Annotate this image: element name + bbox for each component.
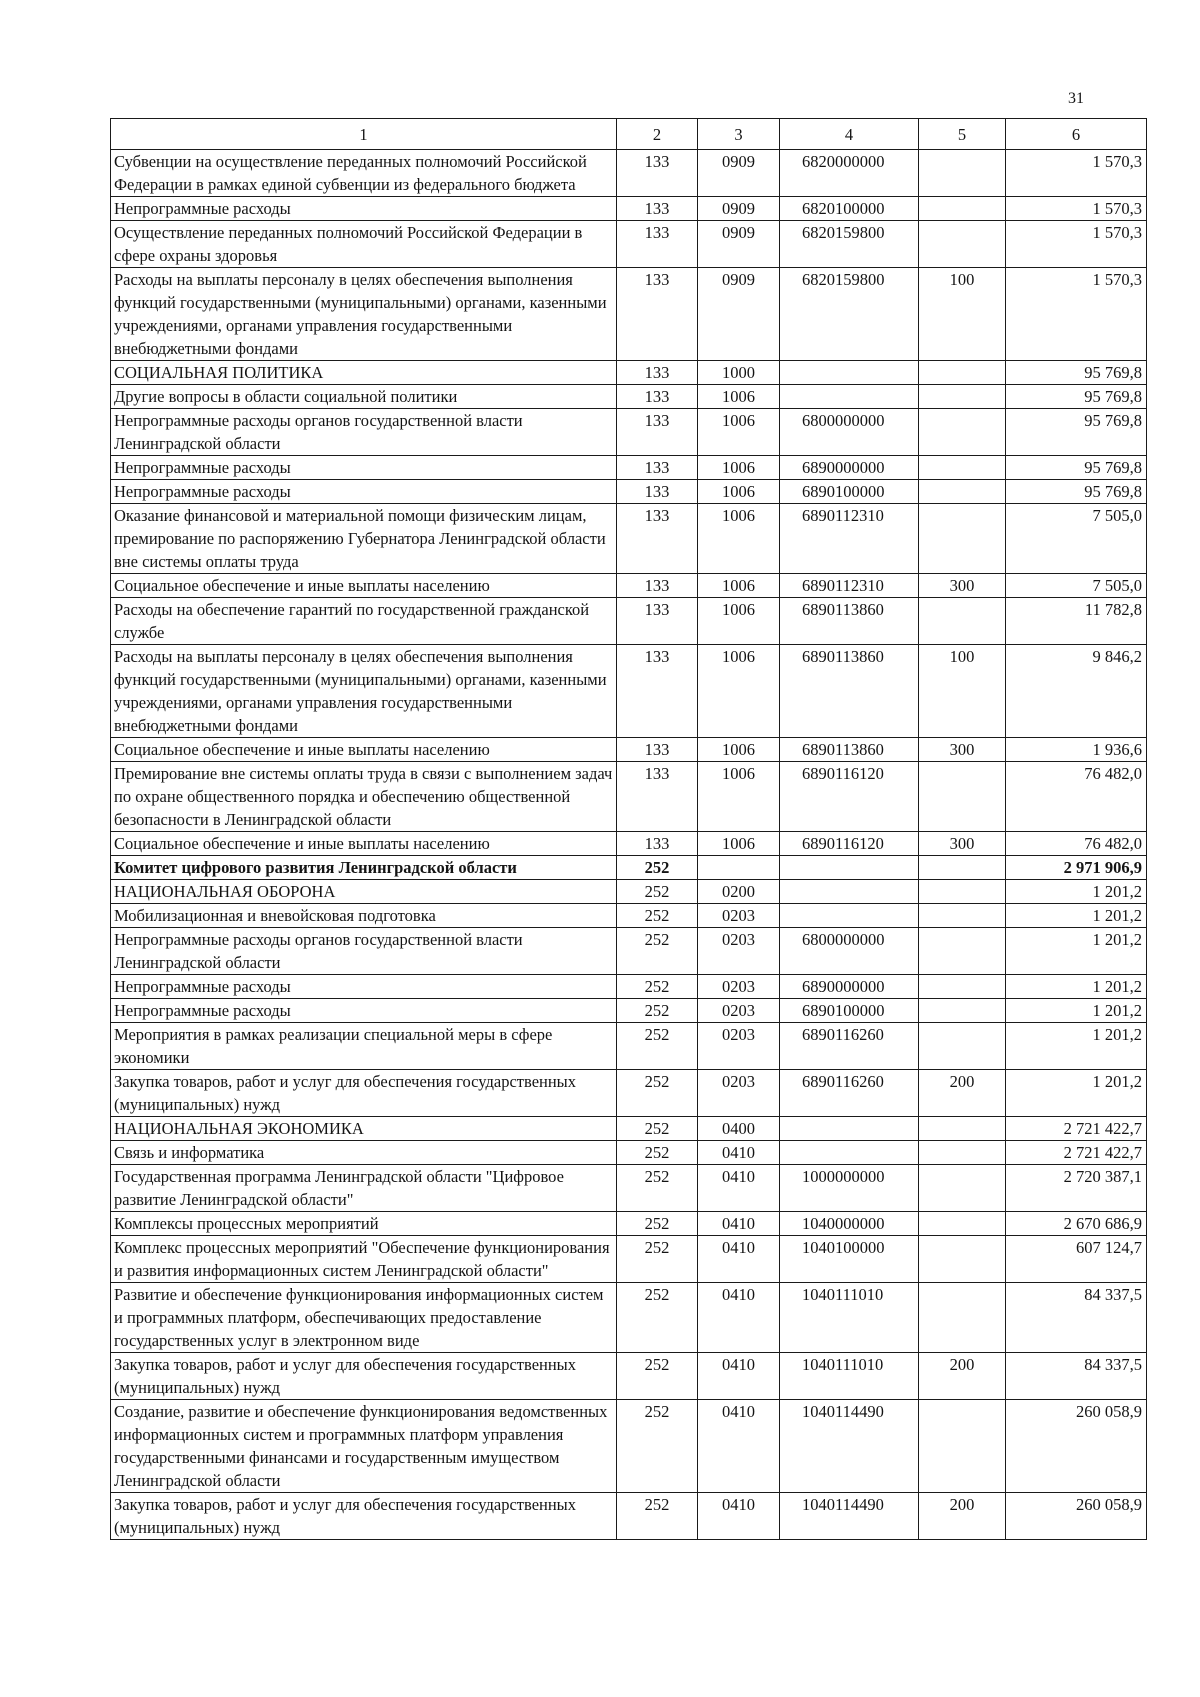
table-row [111, 1117, 1147, 1141]
article-cell: 6800000000 [780, 409, 919, 456]
section-cell: 0410 [698, 1236, 780, 1283]
article-cell: 6890113860 [780, 598, 919, 645]
section-cell: 0203 [698, 975, 780, 999]
description-cell: Расходы на обеспечение гарантий по государственной гражданской службе [111, 598, 617, 645]
article-cell: 1000000000 [780, 1165, 919, 1212]
table-row [111, 385, 1147, 409]
article-cell [780, 856, 919, 880]
code-cell: 133 [617, 150, 698, 197]
section-cell: 0203 [698, 999, 780, 1023]
description-cell: НАЦИОНАЛЬНАЯ ЭКОНОМИКА [111, 1117, 617, 1141]
expense-type-cell [919, 385, 1006, 409]
table-row [111, 738, 1147, 762]
code-cell: 252 [617, 999, 698, 1023]
article-cell: 6890116260 [780, 1070, 919, 1117]
article-cell: 6890116260 [780, 1023, 919, 1070]
description-cell: Развитие и обеспечение функционирования информационных систем и программных платформ, обеспечивающих предоставление государственных услуг в электронном виде [111, 1283, 617, 1353]
description-cell: Создание, развитие и обеспечение функционирования ведомственных информационных систем и программных платформ управления государственными финансами и государственным имуществом Ленинградской области [111, 1400, 617, 1493]
description-cell: Субвенции на осуществление переданных полномочий Российской Федерации в рамках единой субвенции из федерального бюджета [111, 150, 617, 197]
code-cell: 252 [617, 1023, 698, 1070]
amount-cell: 2 720 387,1 [1006, 1165, 1147, 1212]
article-cell: 6890113860 [780, 738, 919, 762]
expense-type-cell [919, 480, 1006, 504]
section-cell: 0203 [698, 1023, 780, 1070]
section-cell: 0410 [698, 1283, 780, 1353]
article-cell [780, 904, 919, 928]
amount-cell: 2 721 422,7 [1006, 1141, 1147, 1165]
code-cell: 252 [617, 1165, 698, 1212]
amount-cell: 76 482,0 [1006, 832, 1147, 856]
table-row [111, 1353, 1147, 1400]
code-cell: 252 [617, 904, 698, 928]
table-row [111, 1141, 1147, 1165]
section-cell: 0909 [698, 221, 780, 268]
code-cell: 133 [617, 409, 698, 456]
code-cell: 133 [617, 598, 698, 645]
expense-type-cell [919, 1400, 1006, 1493]
article-cell: 6890100000 [780, 999, 919, 1023]
article-cell: 6890116120 [780, 762, 919, 832]
article-cell: 1040100000 [780, 1236, 919, 1283]
article-cell [780, 361, 919, 385]
table-row [111, 1493, 1147, 1540]
table-row [111, 762, 1147, 832]
article-cell: 6890112310 [780, 574, 919, 598]
expense-type-cell [919, 856, 1006, 880]
table-row [111, 904, 1147, 928]
expense-type-cell [919, 197, 1006, 221]
section-cell: 1006 [698, 738, 780, 762]
description-cell: Оказание финансовой и материальной помощи физическим лицам, премирование по распоряжению Губернатора Ленинградской области вне системы оплаты труда [111, 504, 617, 574]
section-cell: 0410 [698, 1400, 780, 1493]
expense-type-cell [919, 598, 1006, 645]
amount-cell: 95 769,8 [1006, 480, 1147, 504]
amount-cell: 84 337,5 [1006, 1353, 1147, 1400]
section-cell: 1006 [698, 409, 780, 456]
expense-type-cell: 200 [919, 1493, 1006, 1540]
section-cell: 1006 [698, 832, 780, 856]
table-row [111, 480, 1147, 504]
article-cell: 6890100000 [780, 480, 919, 504]
amount-cell: 2 971 906,9 [1006, 856, 1147, 880]
amount-cell: 95 769,8 [1006, 385, 1147, 409]
amount-cell: 1 201,2 [1006, 1070, 1147, 1117]
expense-type-cell [919, 904, 1006, 928]
description-cell: Закупка товаров, работ и услуг для обеспечения государственных (муниципальных) нужд [111, 1493, 617, 1540]
amount-cell: 1 201,2 [1006, 880, 1147, 904]
table-row [111, 1070, 1147, 1117]
amount-cell: 1 201,2 [1006, 1023, 1147, 1070]
description-cell: Комплекс процессных мероприятий "Обеспечение функционирования и развития информационных систем Ленинградской области" [111, 1236, 617, 1283]
section-cell: 0400 [698, 1117, 780, 1141]
amount-cell: 1 570,3 [1006, 197, 1147, 221]
expense-type-cell [919, 456, 1006, 480]
amount-cell: 1 570,3 [1006, 221, 1147, 268]
amount-cell: 95 769,8 [1006, 456, 1147, 480]
description-cell: Социальное обеспечение и иные выплаты населению [111, 738, 617, 762]
code-cell: 252 [617, 928, 698, 975]
expense-type-cell: 100 [919, 645, 1006, 738]
description-cell: Премирование вне системы оплаты труда в связи с выполнением задач по охране общественного порядка и обеспечению общественной безопасности в Ленинградской области [111, 762, 617, 832]
expense-type-cell [919, 1117, 1006, 1141]
description-cell: Мероприятия в рамках реализации специальной меры в сфере экономики [111, 1023, 617, 1070]
table-row [111, 150, 1147, 197]
column-header-3: 3 [698, 119, 780, 150]
code-cell: 133 [617, 762, 698, 832]
section-cell [698, 856, 780, 880]
description-cell: Социальное обеспечение и иные выплаты населению [111, 574, 617, 598]
section-cell: 1006 [698, 574, 780, 598]
expense-type-cell [919, 1023, 1006, 1070]
section-cell: 0410 [698, 1493, 780, 1540]
amount-cell: 11 782,8 [1006, 598, 1147, 645]
description-cell: Непрограммные расходы [111, 480, 617, 504]
description-cell: Расходы на выплаты персоналу в целях обеспечения выполнения функций государственными (муниципальными) органами, казенными учреждениями, органами управления государственными внебюджетными фондами [111, 268, 617, 361]
amount-cell: 95 769,8 [1006, 409, 1147, 456]
amount-cell: 1 936,6 [1006, 738, 1147, 762]
description-cell: НАЦИОНАЛЬНАЯ ОБОРОНА [111, 880, 617, 904]
article-cell: 1040000000 [780, 1212, 919, 1236]
expense-type-cell [919, 1165, 1006, 1212]
description-cell: Комитет цифрового развития Ленинградской области [111, 856, 617, 880]
table-row [111, 975, 1147, 999]
amount-cell: 1 201,2 [1006, 904, 1147, 928]
table-row [111, 645, 1147, 738]
expense-type-cell: 200 [919, 1353, 1006, 1400]
article-cell: 6820100000 [780, 197, 919, 221]
description-cell: Мобилизационная и вневойсковая подготовка [111, 904, 617, 928]
section-cell: 1006 [698, 385, 780, 409]
code-cell: 252 [617, 1236, 698, 1283]
table-row [111, 574, 1147, 598]
code-cell: 252 [617, 1353, 698, 1400]
expense-type-cell [919, 361, 1006, 385]
table-row [111, 928, 1147, 975]
table-row [111, 409, 1147, 456]
section-cell: 0410 [698, 1353, 780, 1400]
article-cell: 6820159800 [780, 221, 919, 268]
section-cell: 1006 [698, 480, 780, 504]
code-cell: 133 [617, 197, 698, 221]
amount-cell: 7 505,0 [1006, 504, 1147, 574]
table-row [111, 1283, 1147, 1353]
expense-type-cell [919, 1283, 1006, 1353]
column-header-5: 5 [919, 119, 1006, 150]
expense-type-cell [919, 221, 1006, 268]
description-cell: Государственная программа Ленинградской области "Цифровое развитие Ленинградской области" [111, 1165, 617, 1212]
expense-type-cell: 300 [919, 832, 1006, 856]
description-cell: Комплексы процессных мероприятий [111, 1212, 617, 1236]
expense-type-cell [919, 1236, 1006, 1283]
expense-type-cell [919, 975, 1006, 999]
code-cell: 252 [617, 1493, 698, 1540]
section-cell: 0909 [698, 150, 780, 197]
section-cell: 1006 [698, 645, 780, 738]
article-cell: 1040114490 [780, 1493, 919, 1540]
amount-cell: 260 058,9 [1006, 1400, 1147, 1493]
amount-cell: 1 570,3 [1006, 268, 1147, 361]
section-cell: 0203 [698, 928, 780, 975]
table-row [111, 456, 1147, 480]
column-header-4: 4 [780, 119, 919, 150]
amount-cell: 95 769,8 [1006, 361, 1147, 385]
code-cell: 133 [617, 738, 698, 762]
article-cell [780, 385, 919, 409]
table-row [111, 1400, 1147, 1493]
column-header-1: 1 [111, 119, 617, 150]
table-row [111, 221, 1147, 268]
description-cell: Расходы на выплаты персоналу в целях обеспечения выполнения функций государственными (муниципальными) органами, казенными учреждениями, органами управления государственными внебюджетными фондами [111, 645, 617, 738]
section-cell: 0410 [698, 1212, 780, 1236]
table-row [111, 361, 1147, 385]
amount-cell: 7 505,0 [1006, 574, 1147, 598]
amount-cell: 1 201,2 [1006, 975, 1147, 999]
code-cell: 133 [617, 221, 698, 268]
description-cell: Непрограммные расходы [111, 456, 617, 480]
description-cell: Осуществление переданных полномочий Российской Федерации в сфере охраны здоровья [111, 221, 617, 268]
code-cell: 252 [617, 1141, 698, 1165]
code-cell: 252 [617, 1400, 698, 1493]
article-cell [780, 880, 919, 904]
article-cell: 1040111010 [780, 1353, 919, 1400]
amount-cell: 1 201,2 [1006, 928, 1147, 975]
header-row [111, 119, 1147, 150]
description-cell: Другие вопросы в области социальной политики [111, 385, 617, 409]
section-cell: 1006 [698, 504, 780, 574]
code-cell: 133 [617, 480, 698, 504]
expense-type-cell: 300 [919, 738, 1006, 762]
expense-type-cell [919, 762, 1006, 832]
expense-type-cell [919, 1212, 1006, 1236]
description-cell: Непрограммные расходы органов государственной власти Ленинградской области [111, 409, 617, 456]
code-cell: 133 [617, 832, 698, 856]
description-cell: Непрограммные расходы органов государственной власти Ленинградской области [111, 928, 617, 975]
amount-cell: 9 846,2 [1006, 645, 1147, 738]
table-row [111, 999, 1147, 1023]
amount-cell: 1 201,2 [1006, 999, 1147, 1023]
description-cell: Социальное обеспечение и иные выплаты населению [111, 832, 617, 856]
code-cell: 133 [617, 456, 698, 480]
code-cell: 252 [617, 880, 698, 904]
expense-type-cell: 300 [919, 574, 1006, 598]
table-row [111, 268, 1147, 361]
table-row [111, 880, 1147, 904]
code-cell: 252 [617, 975, 698, 999]
column-header-2: 2 [617, 119, 698, 150]
article-cell: 6890113860 [780, 645, 919, 738]
amount-cell: 76 482,0 [1006, 762, 1147, 832]
table-row [111, 1212, 1147, 1236]
expense-type-cell [919, 880, 1006, 904]
expense-type-cell [919, 928, 1006, 975]
article-cell: 6820000000 [780, 150, 919, 197]
article-cell: 6800000000 [780, 928, 919, 975]
table-row [111, 598, 1147, 645]
amount-cell: 2 721 422,7 [1006, 1117, 1147, 1141]
section-cell: 0203 [698, 904, 780, 928]
description-cell: Связь и информатика [111, 1141, 617, 1165]
expense-type-cell [919, 504, 1006, 574]
code-cell: 133 [617, 504, 698, 574]
code-cell: 133 [617, 574, 698, 598]
code-cell: 133 [617, 361, 698, 385]
article-cell: 6890000000 [780, 975, 919, 999]
description-cell: СОЦИАЛЬНАЯ ПОЛИТИКА [111, 361, 617, 385]
description-cell: Закупка товаров, работ и услуг для обеспечения государственных (муниципальных) нужд [111, 1070, 617, 1117]
code-cell: 252 [617, 1212, 698, 1236]
table-row [111, 1236, 1147, 1283]
section-cell: 1006 [698, 456, 780, 480]
expense-type-cell: 200 [919, 1070, 1006, 1117]
section-cell: 0410 [698, 1141, 780, 1165]
description-cell: Непрограммные расходы [111, 999, 617, 1023]
description-cell: Закупка товаров, работ и услуг для обеспечения государственных (муниципальных) нужд [111, 1353, 617, 1400]
code-cell: 252 [617, 1070, 698, 1117]
expense-type-cell [919, 150, 1006, 197]
section-cell: 0909 [698, 268, 780, 361]
section-cell: 1006 [698, 762, 780, 832]
budget-table [110, 118, 1147, 1540]
article-cell: 6890116120 [780, 832, 919, 856]
table-row [111, 1165, 1147, 1212]
amount-cell: 84 337,5 [1006, 1283, 1147, 1353]
section-cell: 1006 [698, 598, 780, 645]
expense-type-cell [919, 999, 1006, 1023]
table-row [111, 1023, 1147, 1070]
section-cell: 0410 [698, 1165, 780, 1212]
article-cell [780, 1117, 919, 1141]
description-cell: Непрограммные расходы [111, 975, 617, 999]
article-cell: 6890000000 [780, 456, 919, 480]
code-cell: 133 [617, 268, 698, 361]
section-cell: 0203 [698, 1070, 780, 1117]
page-number: 31 [1068, 90, 1084, 107]
table-row [111, 197, 1147, 221]
amount-cell: 607 124,7 [1006, 1236, 1147, 1283]
section-cell: 0909 [698, 197, 780, 221]
expense-type-cell: 100 [919, 268, 1006, 361]
code-cell: 252 [617, 856, 698, 880]
expense-type-cell [919, 1141, 1006, 1165]
article-cell: 6890112310 [780, 504, 919, 574]
table-row [111, 856, 1147, 880]
table-row [111, 504, 1147, 574]
expense-type-cell [919, 409, 1006, 456]
description-cell: Непрограммные расходы [111, 197, 617, 221]
table-row [111, 832, 1147, 856]
code-cell: 133 [617, 385, 698, 409]
amount-cell: 2 670 686,9 [1006, 1212, 1147, 1236]
column-header-6: 6 [1006, 119, 1147, 150]
article-cell: 6820159800 [780, 268, 919, 361]
code-cell: 252 [617, 1283, 698, 1353]
section-cell: 1000 [698, 361, 780, 385]
code-cell: 133 [617, 645, 698, 738]
code-cell: 252 [617, 1117, 698, 1141]
article-cell [780, 1141, 919, 1165]
article-cell: 1040114490 [780, 1400, 919, 1493]
amount-cell: 260 058,9 [1006, 1493, 1147, 1540]
amount-cell: 1 570,3 [1006, 150, 1147, 197]
section-cell: 0200 [698, 880, 780, 904]
article-cell: 1040111010 [780, 1283, 919, 1353]
